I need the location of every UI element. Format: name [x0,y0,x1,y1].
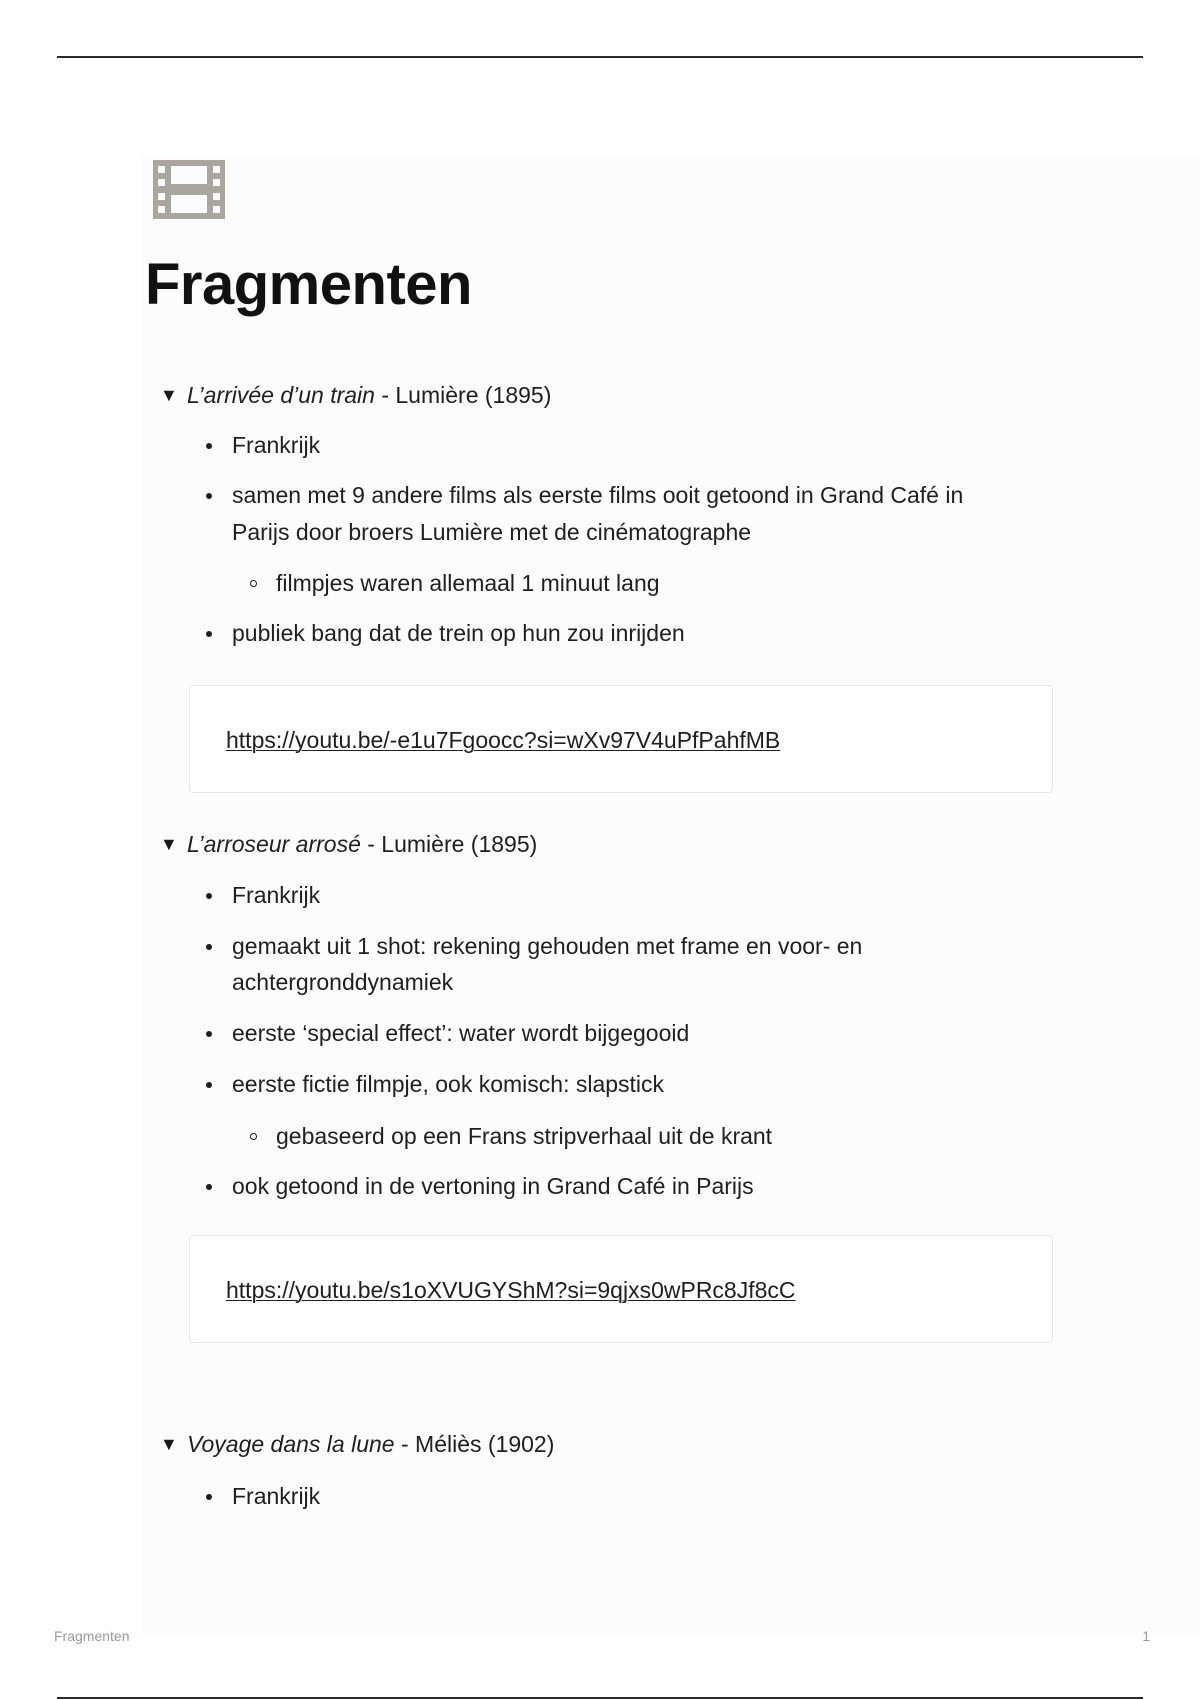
link-embed [189,685,1053,793]
film-title: L’arroseur arrosé [187,831,361,857]
list-item [232,1168,1032,1204]
list-item-text: eerste fictie filmpje, ook komisch: slapstick [232,1071,665,1097]
list-item [232,877,1032,913]
footer-page-number: 1 [1142,1628,1150,1644]
film-credit: - Lumière (1895) [374,382,552,408]
film-icon [153,160,225,219]
footer-document-name: Fragmenten [54,1628,130,1644]
list-item-text: samen met 9 andere films als eerste films ooit getoond in Grand Café in [232,482,964,508]
toggle-title [187,377,551,413]
triangle-down-icon[interactable]: ▼ [160,1434,178,1454]
triangle-down-icon[interactable]: ▼ [160,385,178,405]
top-rule [57,56,1143,58]
film-credit: - Méliès (1902) [394,1431,555,1457]
list-item-text: Frankrijk [232,1483,321,1509]
list-item-text: filmpjes waren allemaal 1 minuut lang [276,570,660,596]
list-item-text: ook getoond in de vertoning in Grand Café in Parijs [232,1173,754,1199]
list-item [232,1066,1032,1102]
bullet-icon [206,1184,212,1190]
toggle-block-arrivee [160,377,1060,753]
toggle-block-voyage [160,1426,1060,1509]
film-credit: - Lumière (1895) [360,831,538,857]
bullet-icon [206,944,212,950]
list-item-text: Frankrijk [232,882,321,908]
bullet-icon [206,1031,212,1037]
link-embed [189,1235,1053,1343]
bullet-icon [206,443,212,449]
hollow-bullet-icon [250,580,257,587]
triangle-down-icon[interactable]: ▼ [160,834,178,854]
list-item [276,1118,1036,1154]
toggle-block-arroseur [160,826,1060,1303]
toggle-header[interactable] [160,377,1060,413]
youtube-link[interactable]: https://youtu.be/-e1u7Fgoocc?si=wXv97V4uPfPahfMB [226,727,781,753]
list-item-text: achtergronddynamiek [232,969,454,995]
list-item [232,615,1032,651]
list-item [232,1015,1032,1051]
list-item-text: publiek bang dat de trein op hun zou inrijden [232,620,685,646]
list-item-text: Frankrijk [232,432,321,458]
toggle-title [187,1426,554,1462]
film-title: Voyage dans la lune [187,1431,395,1457]
list-item-continuation [232,964,1032,1000]
film-title: L’arrivée d’un train [187,382,375,408]
list-item [232,427,1032,463]
bullet-icon [206,493,212,499]
hollow-bullet-icon [250,1133,257,1140]
list-item-text: gemaakt uit 1 shot: rekening gehouden met frame en voor- en [232,933,863,959]
list-item-text: Parijs door broers Lumière met de cinématographe [232,519,752,545]
bullet-icon [206,631,212,637]
list-item-text: gebaseerd op een Frans stripverhaal uit de krant [276,1123,773,1149]
toggle-header[interactable] [160,826,1060,862]
list-item [232,928,1032,964]
bottom-rule [57,1697,1143,1699]
bullet-icon [206,1494,212,1500]
youtube-link[interactable]: https://youtu.be/s1oXVUGYShM?si=9qjxs0wPRc8Jf8cC [226,1277,796,1303]
list-item-text: eerste ‘special effect’: water wordt bijgegooid [232,1020,690,1046]
bullet-icon [206,1082,212,1088]
list-item [232,477,1032,513]
bullet-icon [206,893,212,899]
list-item-continuation [232,514,1032,550]
list-item [232,1478,1032,1514]
page-title: Fragmenten [145,252,472,317]
toggle-title [187,826,537,862]
list-item [276,565,1036,601]
toggle-header[interactable] [160,1426,1060,1462]
